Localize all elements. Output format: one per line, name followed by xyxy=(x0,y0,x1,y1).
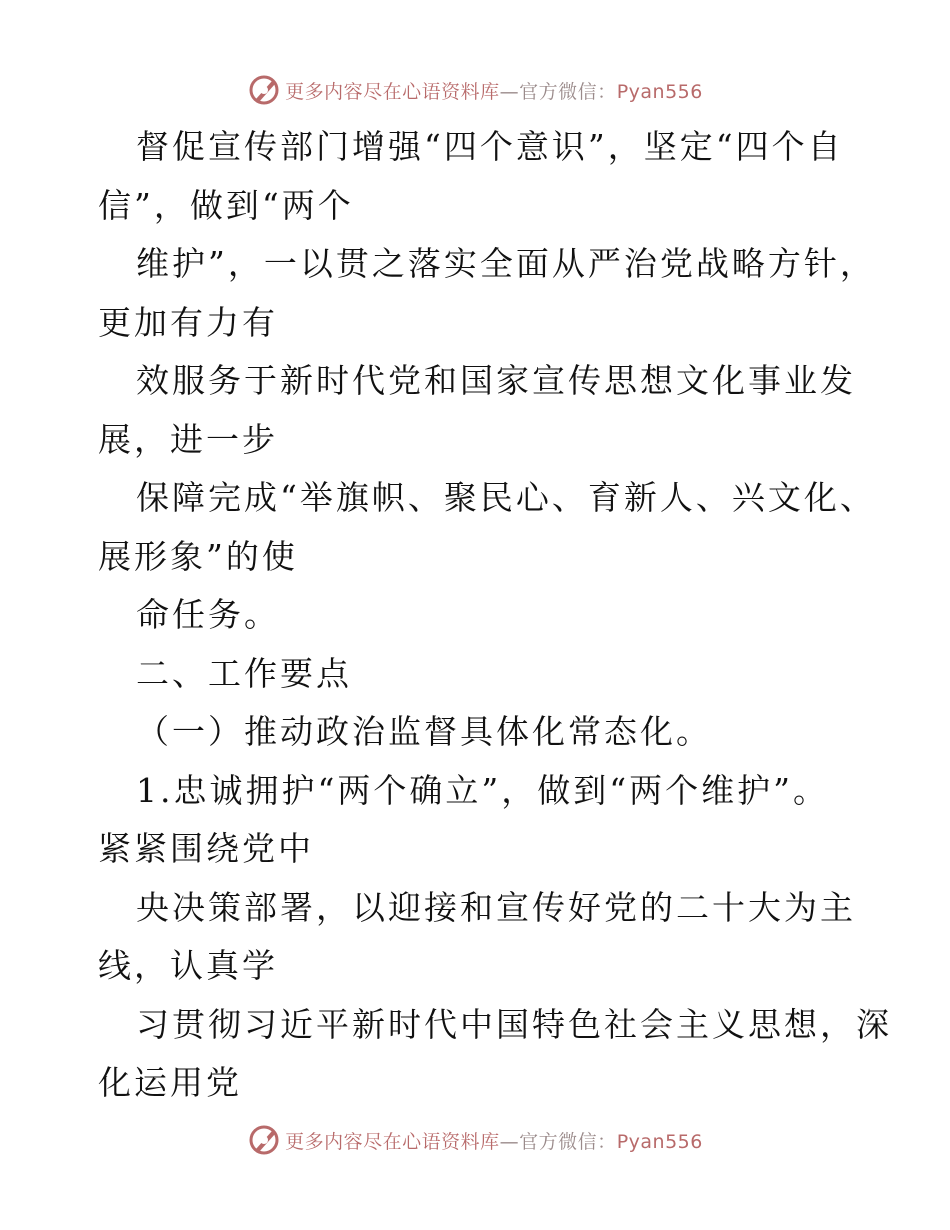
banner-text xyxy=(285,77,703,104)
body-line: 命任务。 xyxy=(136,595,280,634)
banner-dash: — xyxy=(499,80,520,103)
banner-contact-id: Pyan556 xyxy=(616,80,703,103)
footer-watermark-banner xyxy=(0,1120,950,1160)
body-line: 央决策部署，以迎接和宣传好党的二十大为主 xyxy=(136,887,856,927)
body-line: 保障完成“举旗帜、聚民心、育新人、兴文化、 xyxy=(136,478,876,517)
pen-logo-icon xyxy=(247,73,281,107)
body-line: 效服务于新时代党和国家宣传思想文化事业发 xyxy=(136,361,856,400)
body-line: 化运用党 xyxy=(98,1063,242,1102)
document-body xyxy=(98,118,898,1113)
section-heading: 二、工作要点 xyxy=(136,653,352,693)
banner-contact-label: 官方微信： xyxy=(519,1130,617,1153)
body-line: 习贯彻习近平新时代中国特色社会主义思想，深 xyxy=(136,1004,892,1044)
header-watermark-banner xyxy=(0,70,950,110)
banner-site-text: 更多内容尽在心语资料库 xyxy=(285,1130,500,1153)
banner-site-text: 更多内容尽在心语资料库 xyxy=(285,80,500,103)
pen-logo-icon xyxy=(247,1123,281,1157)
banner-text xyxy=(285,1127,703,1154)
body-line: 信”，做到“两个 xyxy=(98,185,354,225)
body-line: 展，进一步 xyxy=(98,419,278,459)
body-line: 紧紧围绕党中 xyxy=(98,829,314,868)
body-line: 督促宣传部门增强“四个意识”，坚定“四个自 xyxy=(136,127,844,166)
body-line: 线，认真学 xyxy=(98,946,278,985)
subsection-heading: （一）推动政治监督具体化常态化。 xyxy=(136,712,712,751)
body-line: 维护”，一以贯之落实全面从严治党战略方针， xyxy=(136,244,876,283)
banner-contact-id: Pyan556 xyxy=(616,1130,703,1153)
body-line: 展形象”的使 xyxy=(98,536,298,576)
body-line: 更加有力有 xyxy=(98,302,278,342)
body-line: 1.忠诚拥护“两个确立”，做到“两个维护”。 xyxy=(136,770,829,810)
banner-contact-label: 官方微信： xyxy=(519,80,617,103)
banner-dash: — xyxy=(499,1130,520,1153)
